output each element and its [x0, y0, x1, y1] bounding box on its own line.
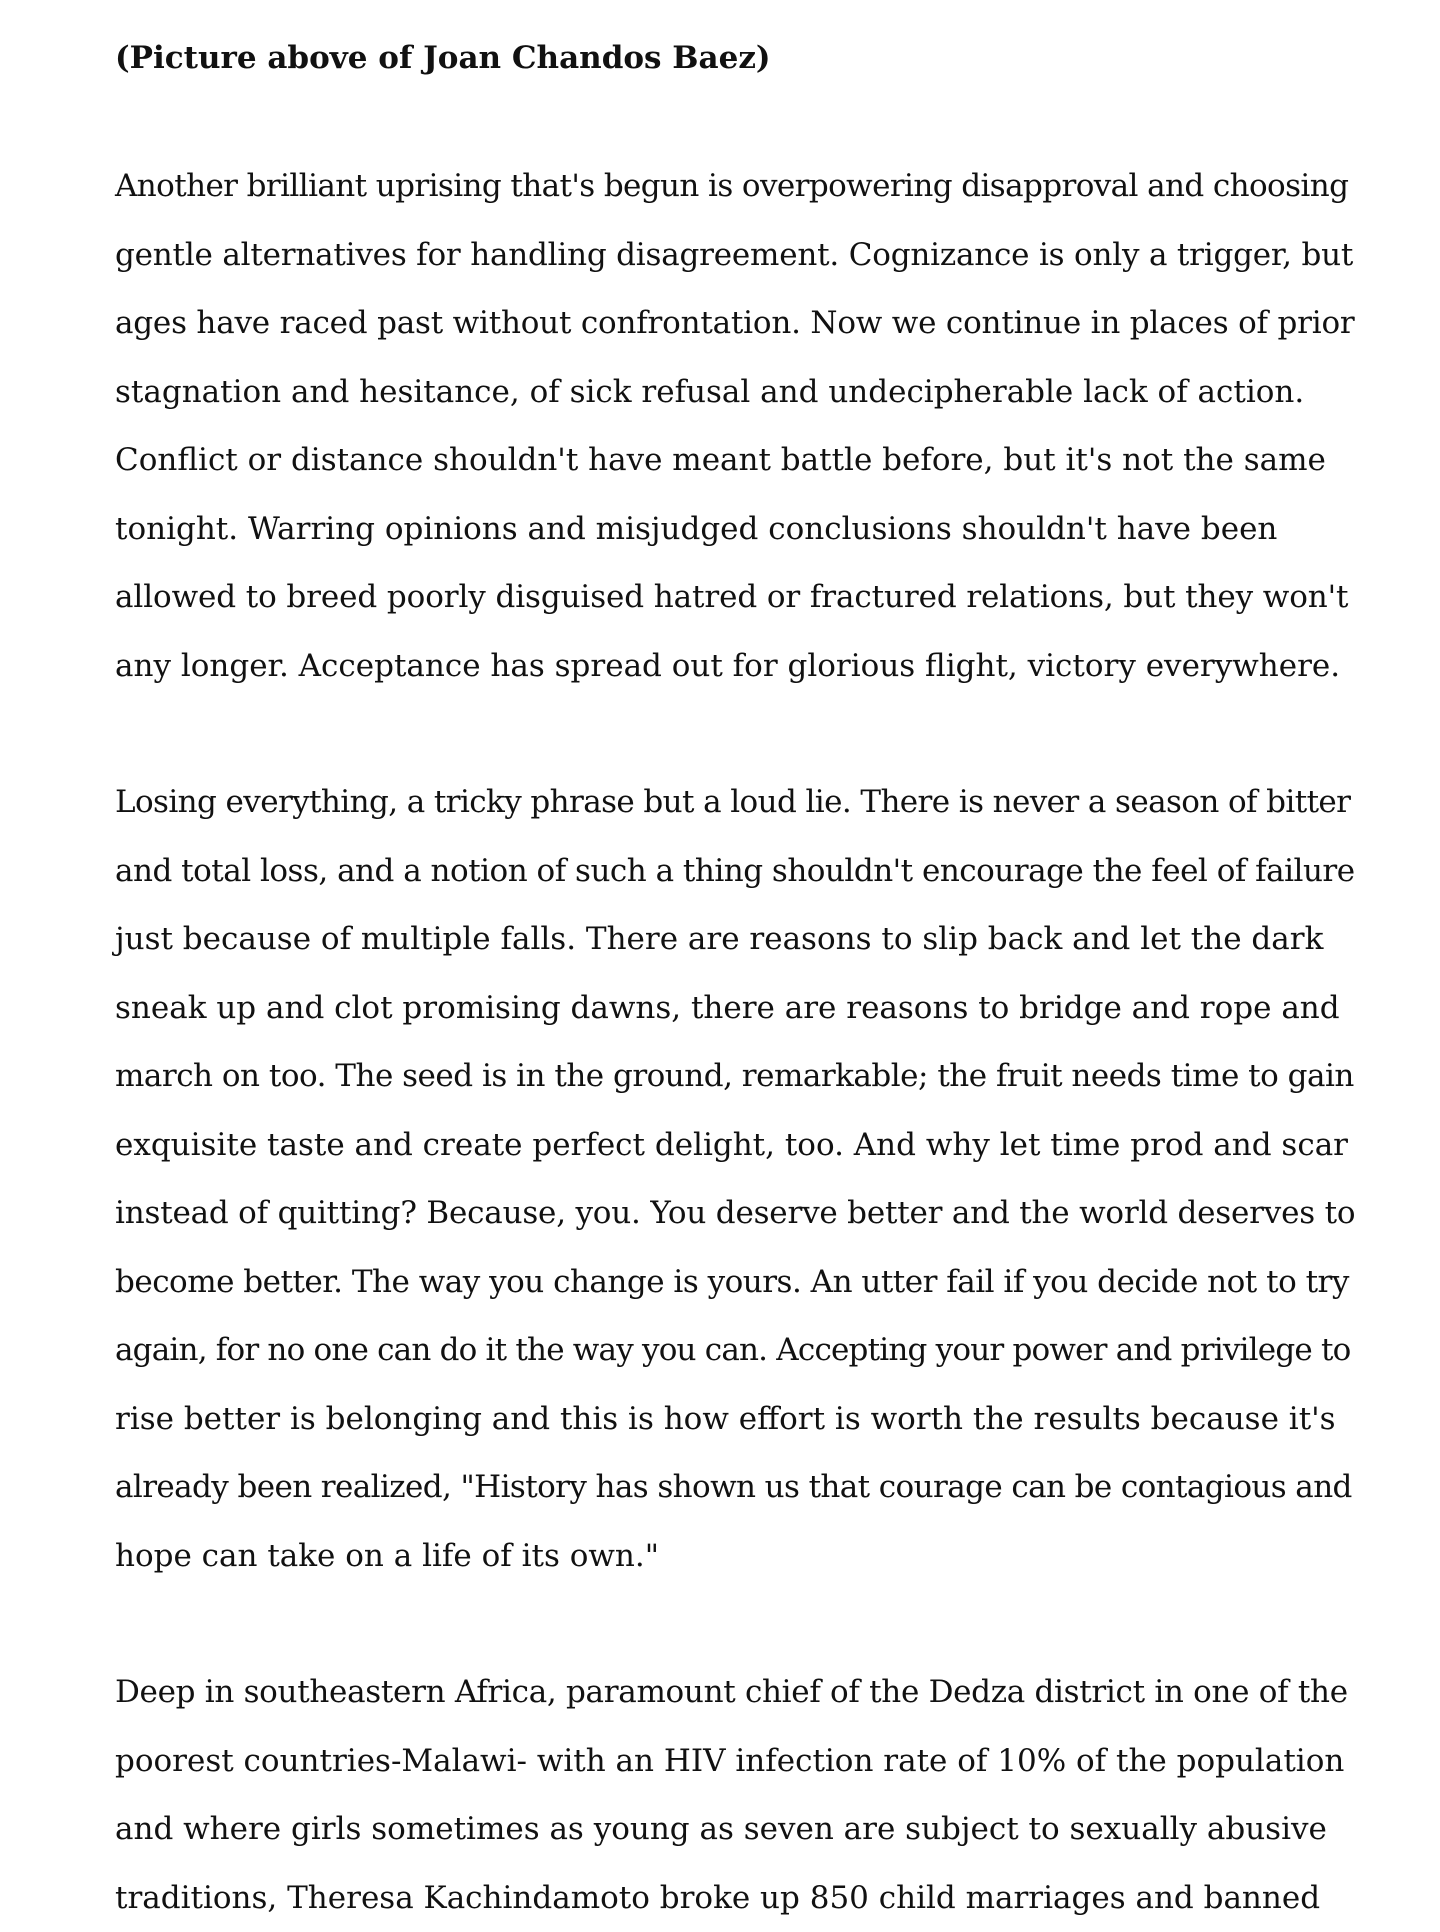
text-line: already been realized, "History has shown us that courage can be contagious and: [115, 1453, 1355, 1522]
text-line: just because of multiple falls. There are reasons to slip back and let the dark: [115, 905, 1355, 974]
text-line: and where girls sometimes as young as seven are subject to sexually abusive: [115, 1795, 1355, 1864]
text-line: become better. The way you change is yours. An utter fail if you decide not to try: [115, 1248, 1355, 1317]
text-line: rise better is belonging and this is how effort is worth the results because it's: [115, 1385, 1355, 1454]
paragraph-losing-everything: [115, 768, 1355, 1590]
text-line: sneak up and clot promising dawns, there are reasons to bridge and rope and: [115, 974, 1355, 1043]
text-line: exquisite taste and create perfect delight, too. And why let time prod and scar: [115, 1111, 1355, 1180]
text-line: again, for no one can do it the way you can. Accepting your power and privilege to: [115, 1316, 1355, 1385]
picture-caption-heading: (Picture above of Joan Chandos Baez): [115, 24, 1355, 92]
document-page: [115, 24, 1355, 1932]
text-line: allowed to breed poorly disguised hatred or fractured relations, but they won't: [115, 563, 1355, 632]
text-line: Losing everything, a tricky phrase but a loud lie. There is never a season of bitter: [115, 768, 1355, 837]
text-line: tonight. Warring opinions and misjudged conclusions shouldn't have been: [115, 495, 1355, 564]
paragraph-uprising: [115, 152, 1355, 700]
text-line: Another brilliant uprising that's begun is overpowering disapproval and choosing: [115, 152, 1355, 221]
text-line: poorest countries-Malawi- with an HIV infection rate of 10% of the population: [115, 1727, 1355, 1796]
text-line: stagnation and hesitance, of sick refusal and undecipherable lack of action.: [115, 358, 1355, 427]
text-line: any longer. Acceptance has spread out for glorious flight, victory everywhere.: [115, 632, 1355, 701]
paragraph-malawi: [115, 1658, 1355, 1932]
text-line: instead of quitting? Because, you. You deserve better and the world deserves to: [115, 1179, 1355, 1248]
text-line: hope can take on a life of its own.": [115, 1522, 1355, 1591]
text-line: and total loss, and a notion of such a thing shouldn't encourage the feel of failure: [115, 837, 1355, 906]
text-line: traditions, Theresa Kachindamoto broke up 850 child marriages and banned: [115, 1864, 1355, 1932]
text-line: march on too. The seed is in the ground, remarkable; the fruit needs time to gain: [115, 1042, 1355, 1111]
text-line: gentle alternatives for handling disagreement. Cognizance is only a trigger, but: [115, 221, 1355, 290]
text-line: ages have raced past without confrontation. Now we continue in places of prior: [115, 289, 1355, 358]
text-line: Conflict or distance shouldn't have meant battle before, but it's not the same: [115, 426, 1355, 495]
text-line: Deep in southeastern Africa, paramount chief of the Dedza district in one of the: [115, 1658, 1355, 1727]
